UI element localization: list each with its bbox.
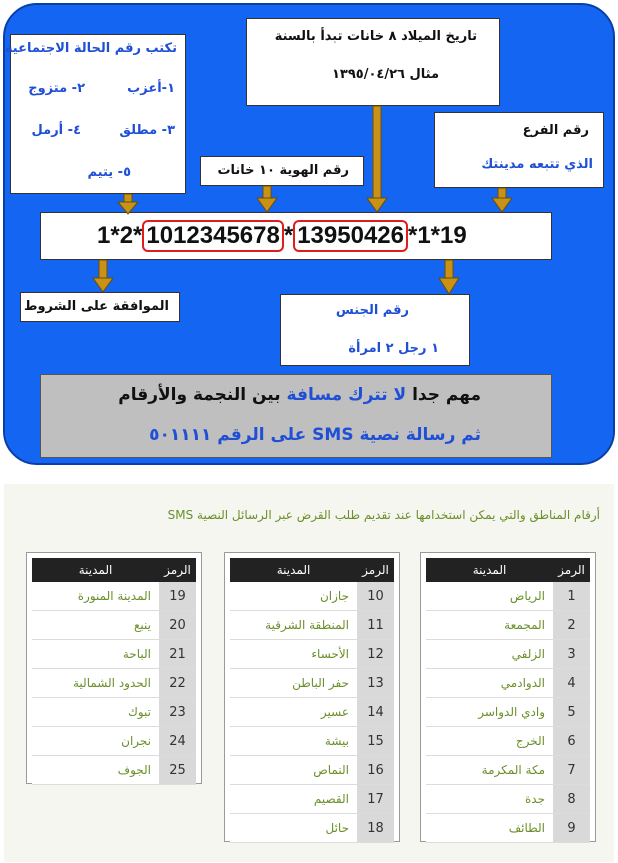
marital-option-5: ٥- يتيم	[87, 165, 131, 180]
col-city-header: المدينة	[276, 563, 311, 577]
region-city: حائل	[325, 821, 349, 835]
table-row	[230, 756, 394, 785]
col-city-header: المدينة	[472, 563, 507, 577]
table-row	[426, 611, 590, 640]
table-row	[230, 611, 394, 640]
region-table-3	[32, 558, 196, 785]
birthdate-line-2: مثال ١٣٩٥/٠٤/٢٦	[331, 67, 439, 82]
region-code: 5	[553, 698, 590, 726]
marital-option-2: ٢- متزوج	[28, 81, 85, 96]
table-row	[230, 785, 394, 814]
code-birthdate-part: 13950426	[293, 220, 408, 252]
region-code: 6	[553, 727, 590, 755]
table-row	[426, 640, 590, 669]
region-code: 9	[553, 814, 590, 842]
region-code: 1	[553, 582, 590, 610]
region-code: 8	[553, 785, 590, 813]
col-code-header: الرمز	[362, 563, 389, 577]
code-id-part: 1012345678	[142, 220, 283, 252]
region-city: بيشة	[324, 734, 349, 748]
table-header	[32, 558, 196, 582]
notice-no-space: لا تترك مسافة	[286, 385, 407, 405]
region-code: 2	[553, 611, 590, 639]
region-city: حفر الباطن	[292, 676, 349, 690]
table-row	[426, 582, 590, 611]
region-code: 10	[357, 582, 394, 610]
region-code: 13	[357, 669, 394, 697]
table-row	[426, 785, 590, 814]
region-city: ينبع	[134, 618, 151, 632]
table-row	[426, 756, 590, 785]
table-row	[230, 814, 394, 843]
region-code: 19	[159, 582, 196, 610]
agree-label: الموافقة على الشروط	[23, 299, 169, 314]
region-city: جازان	[319, 589, 349, 603]
notice-line-2: ثم رسالة نصية SMS على الرقم ٥٠١١١١	[149, 425, 481, 445]
notice-important: مهم جدا	[406, 385, 481, 405]
table-row	[230, 698, 394, 727]
region-city: الخرج	[515, 734, 545, 748]
region-city: الحدود الشمالية	[73, 676, 151, 690]
table-row	[32, 669, 196, 698]
arrow-branch-down-icon	[492, 188, 512, 212]
table-header	[230, 558, 394, 582]
notice-between: بين النجمة والأرقام	[118, 385, 287, 405]
region-table-1	[426, 558, 590, 843]
region-code: 14	[357, 698, 394, 726]
regions-title: أرقام المناطق والتي يمكن استخدامها عند تقديم طلب القرض عبر الرسائل النصية SMS	[167, 508, 600, 522]
table-row	[426, 698, 590, 727]
id-label: رقم الهوية ١٠ خانات	[217, 163, 349, 178]
marital-option-1: ١-أعزب	[127, 81, 175, 96]
arrow-gender-down-icon	[439, 260, 459, 294]
table-row	[32, 727, 196, 756]
marital-option-3: ٣- مطلق	[119, 123, 175, 138]
region-city: الأحساء	[311, 647, 349, 661]
marital-title: تكتب رقم الحالة الاجتماعية	[4, 41, 177, 56]
region-city: الجوف	[117, 763, 151, 777]
region-city: الرياض	[509, 589, 545, 603]
code-gender-branch-part: *1*19	[407, 222, 467, 249]
col-code-header: الرمز	[558, 563, 585, 577]
region-city: الطائف	[508, 821, 545, 835]
code-marital-part: 1*2*	[97, 222, 143, 249]
table-row	[230, 669, 394, 698]
arrow-marital-down-icon	[118, 194, 138, 214]
arrow-birthdate-down-icon	[367, 106, 387, 212]
col-city-header: المدينة	[78, 563, 113, 577]
table-row	[32, 611, 196, 640]
marital-option-4: ٤- أرمل	[31, 123, 81, 138]
region-code: 17	[357, 785, 394, 813]
region-city: مكة المكرمة	[481, 763, 545, 777]
table-row	[32, 640, 196, 669]
region-city: نجران	[121, 734, 151, 748]
table-row	[426, 727, 590, 756]
region-city: الباحة	[122, 647, 151, 661]
region-code: 22	[159, 669, 196, 697]
region-city: وادي الدواسر	[478, 705, 545, 719]
region-city: جدة	[524, 792, 545, 806]
branch-line-2: الذي تتبعه مدينتك	[481, 157, 593, 172]
table-row	[230, 727, 394, 756]
table-row	[32, 698, 196, 727]
arrow-id-down-icon	[257, 186, 277, 212]
code-star: *	[283, 222, 294, 249]
region-code: 4	[553, 669, 590, 697]
region-code: 12	[357, 640, 394, 668]
region-city: المجمعة	[504, 618, 545, 632]
region-code: 15	[357, 727, 394, 755]
region-city: القصيم	[313, 792, 349, 806]
birthdate-line-1: تاريخ الميلاد ٨ خانات تبدأ بالسنة	[274, 29, 477, 44]
region-code: 25	[159, 756, 196, 784]
table-header	[426, 558, 590, 582]
region-city: الدوادمي	[500, 676, 545, 690]
region-table-2	[230, 558, 394, 843]
region-code: 23	[159, 698, 196, 726]
table-row	[426, 669, 590, 698]
region-code: 11	[357, 611, 394, 639]
branch-line-1: رقم الفرع	[522, 123, 589, 138]
regions-section	[4, 484, 614, 862]
region-city: تبوك	[127, 705, 151, 719]
region-city: المدينة المنورة	[77, 589, 151, 603]
region-city: النماص	[313, 763, 349, 777]
region-city: المنطقة الشرقية	[265, 618, 349, 632]
arrow-agree-down-icon	[93, 260, 113, 292]
table-row	[32, 756, 196, 785]
region-code: 20	[159, 611, 196, 639]
region-city: الزلفي	[511, 647, 545, 661]
gender-options: ١ رجل ٢ امرأة	[348, 341, 439, 356]
region-city: عسير	[320, 705, 349, 719]
col-code-header: الرمز	[164, 563, 191, 577]
table-row	[426, 814, 590, 843]
region-code: 3	[553, 640, 590, 668]
table-row	[230, 640, 394, 669]
gender-title: رقم الجنس	[335, 303, 409, 318]
region-code: 24	[159, 727, 196, 755]
region-code: 18	[357, 814, 394, 842]
region-code: 7	[553, 756, 590, 784]
table-row	[230, 582, 394, 611]
table-row	[32, 582, 196, 611]
region-code: 16	[357, 756, 394, 784]
region-code: 21	[159, 640, 196, 668]
